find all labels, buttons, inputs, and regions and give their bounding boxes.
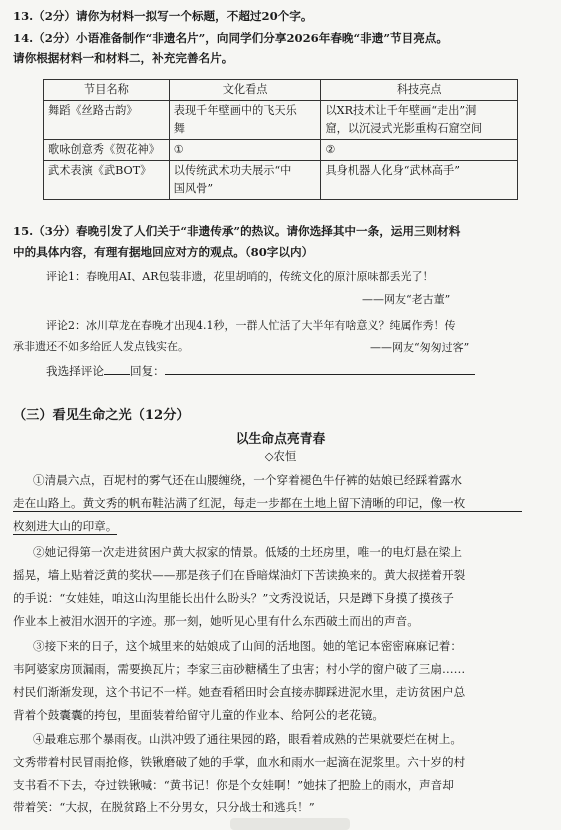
program-name: 歌咏创意秀《贺花神》 <box>44 140 170 161</box>
comment-choice-blank[interactable] <box>104 362 130 375</box>
program-name: 舞蹈《丝路古韵》 <box>44 101 170 140</box>
program-name: 武术表演《武BOT》 <box>44 161 170 200</box>
culture-cell: 表现千年壁画中的飞天乐 舞 <box>169 101 321 140</box>
comment1-sign: ——网友“老古董” <box>362 293 451 306</box>
header-program-name: 节目名称 <box>44 80 170 101</box>
culture-cell: 以传统武术功夫展示“中 国风骨” <box>169 161 321 200</box>
article-title: 以生命点亮青春 <box>235 432 326 447</box>
heritage-card-table <box>43 79 518 200</box>
q14-line1: 14.（2分）小语准备制作“非遗名片”，向同学们分享2026年春晚“非遗”节目亮点。 <box>13 31 448 45</box>
header-culture: 文化看点 <box>169 80 321 101</box>
scan-smudge <box>230 818 350 830</box>
comment2-line2: 承非遗还不如多给匠人发点钱实在。 <box>13 340 189 353</box>
comment2-sign: ——网友“匆匆过客” <box>370 341 470 354</box>
section3-title: （三）看见生命之光（12分） <box>13 408 190 423</box>
article-author: ◇农恒 <box>264 449 297 463</box>
comment1-text: 评论1：春晚用AI、AR包装非遗，花里胡哨的，传统文化的原汁原味都丢光了！ <box>46 270 434 283</box>
blank-1-cell[interactable]: ① <box>169 140 321 161</box>
tech-cell: 具身机器人化身“武林高手” <box>321 161 518 200</box>
choose-prefix: 我选择评论 <box>46 364 104 378</box>
header-tech: 科技亮点 <box>321 80 518 101</box>
blank-2-cell[interactable]: ② <box>321 140 518 161</box>
table-row <box>44 161 518 200</box>
choose-line <box>46 362 475 379</box>
tech-cell: 以XR技术让千年壁画“走出”洞 窟，以沉浸式光影重构石窟空间 <box>321 101 518 140</box>
table-row <box>44 140 518 161</box>
comment2-line1: 评论2：冰川草龙在春晚才出现4.1秒，一群人忙活了大半年有啥意义？纯属作秀！传 <box>46 319 456 332</box>
q13: 13.（2分）请你为材料一拟写一个标题，不超过20个字。 <box>13 9 313 23</box>
reply-label: 回复： <box>129 364 165 378</box>
table-header-row <box>44 80 518 101</box>
q15-line2: 中的具体内容，有理有据地回应对方的观点。（80字以内） <box>13 245 314 259</box>
q15-line1: 15.（3分）春晚引发了人们关于“非遗传承”的热议。请你选择其中一条，运用三则材料 <box>13 224 461 238</box>
q14-line2: 请你根据材料一和材料二，补充完善名片。 <box>13 51 234 65</box>
reply-blank[interactable] <box>165 362 475 375</box>
table-row <box>44 101 518 140</box>
